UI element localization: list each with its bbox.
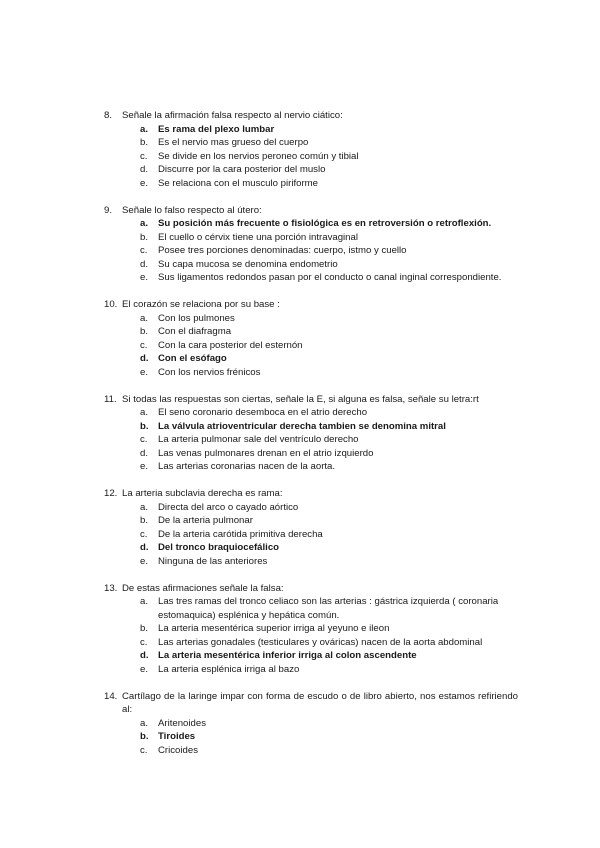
answer-option bbox=[140, 555, 518, 569]
option-letter: a. bbox=[140, 501, 149, 513]
question-header bbox=[104, 204, 518, 218]
option-letter: b. bbox=[140, 137, 149, 148]
option-text: El seno coronario desemboca en el atrio derecho bbox=[158, 407, 368, 418]
question-block bbox=[104, 582, 518, 677]
option-letter: a. bbox=[140, 407, 149, 418]
answer-option bbox=[140, 717, 518, 731]
answer-option bbox=[140, 514, 518, 528]
question-header bbox=[104, 109, 518, 123]
answer-option bbox=[140, 649, 518, 663]
option-letter: e. bbox=[140, 555, 149, 567]
option-letter: d. bbox=[140, 164, 149, 175]
option-text: Con el diafragma bbox=[158, 326, 232, 337]
option-text: Aritenoides bbox=[158, 717, 206, 729]
option-letter: c. bbox=[140, 744, 148, 756]
option-text: La arteria esplénica irriga al bazo bbox=[158, 663, 300, 675]
option-letter: d. bbox=[140, 542, 149, 553]
answer-option bbox=[140, 163, 518, 177]
option-text: Las arterias gonadales (testiculares y ováricas) nacen de la aorta abdominal bbox=[158, 636, 483, 648]
option-text: Ninguna de las anteriores bbox=[158, 555, 268, 567]
option-letter: e. bbox=[140, 177, 149, 189]
question-text: El corazón se relaciona por su base : bbox=[122, 299, 280, 310]
option-text: La arteria mesentérica superior irriga al yeyuno e ileon bbox=[158, 623, 390, 634]
question-header bbox=[104, 690, 518, 717]
option-text: La arteria pulmonar sale del ventrículo derecho bbox=[158, 434, 359, 445]
option-letter: c. bbox=[140, 528, 148, 540]
option-text: Tiroides bbox=[158, 731, 196, 742]
option-text: De la arteria carótida primitiva derecha bbox=[158, 528, 323, 540]
option-text: Con los nervios frénicos bbox=[158, 366, 261, 378]
answer-option bbox=[140, 744, 518, 758]
answer-options bbox=[104, 123, 518, 191]
answer-option bbox=[140, 433, 518, 447]
option-letter: b. bbox=[140, 420, 149, 432]
question-text: Cartílago de la laringe impar con forma de escudo o de libro abierto, nos estamos refiriendo al: bbox=[122, 690, 518, 715]
option-text: Sus ligamentos redondos pasan por el conducto o canal inginal correspondiente. bbox=[158, 272, 502, 283]
question-number: 13. bbox=[104, 582, 118, 594]
answer-options bbox=[104, 595, 518, 676]
answer-option bbox=[140, 231, 518, 245]
question-block bbox=[104, 109, 518, 190]
answer-option bbox=[140, 244, 518, 258]
question-number: 10. bbox=[104, 299, 118, 310]
option-text: Se relaciona con el musculo piriforme bbox=[158, 177, 318, 189]
answer-option bbox=[140, 663, 518, 677]
answer-options bbox=[104, 717, 518, 758]
question-number: 12. bbox=[104, 488, 118, 499]
question-number: 14. bbox=[104, 690, 118, 702]
option-text: Es el nervio mas grueso del cuerpo bbox=[158, 137, 309, 148]
option-letter: c. bbox=[140, 245, 148, 256]
answer-option bbox=[140, 528, 518, 542]
question-number: 9. bbox=[104, 204, 113, 216]
option-letter: b. bbox=[140, 623, 149, 634]
answer-option bbox=[140, 501, 518, 515]
answer-options bbox=[104, 406, 518, 474]
option-letter: e. bbox=[140, 366, 149, 378]
answer-options bbox=[104, 217, 518, 285]
option-text: Del tronco braquiocefálico bbox=[158, 542, 280, 553]
question-text: De estas afirmaciones señale la falsa: bbox=[122, 582, 284, 594]
option-letter: a. bbox=[140, 312, 149, 324]
answer-option bbox=[140, 460, 518, 474]
answer-option bbox=[140, 406, 518, 420]
answer-option bbox=[140, 366, 518, 380]
option-text: Discurre por la cara posterior del muslo bbox=[158, 164, 326, 175]
option-text: Directa del arco o cayado aórtico bbox=[158, 501, 299, 513]
question-block bbox=[104, 487, 518, 568]
question-block bbox=[104, 298, 518, 379]
option-letter: d. bbox=[140, 447, 149, 459]
question-header bbox=[104, 582, 518, 596]
option-letter: e. bbox=[140, 461, 149, 472]
option-text: El cuello o cérvix tiene una porción intravaginal bbox=[158, 231, 358, 243]
answer-option bbox=[140, 622, 518, 636]
answer-option bbox=[140, 636, 518, 650]
option-text: De la arteria pulmonar bbox=[158, 515, 253, 526]
answer-option bbox=[140, 217, 518, 231]
answer-option bbox=[140, 541, 518, 555]
quiz-content bbox=[104, 109, 518, 771]
answer-option bbox=[140, 271, 518, 285]
question-text: Señale la afirmación falsa respecto al nervio ciático: bbox=[122, 110, 343, 121]
option-text: La válvula atrioventricular derecha tambien se denomina mitral bbox=[158, 420, 446, 432]
option-letter: a. bbox=[140, 123, 149, 135]
question-text: La arteria subclavia derecha es rama: bbox=[122, 488, 283, 499]
option-text: Posee tres porciones denominadas: cuerpo, istmo y cuello bbox=[158, 245, 407, 256]
answer-option bbox=[140, 136, 518, 150]
answer-option bbox=[140, 150, 518, 164]
answer-option bbox=[140, 420, 518, 434]
question-text: Señale lo falso respecto al útero: bbox=[122, 204, 262, 216]
question-number: 11. bbox=[104, 393, 117, 405]
answer-options bbox=[104, 501, 518, 569]
option-letter: d. bbox=[140, 650, 149, 661]
question-header bbox=[104, 393, 518, 407]
answer-option bbox=[140, 177, 518, 191]
answer-option bbox=[140, 730, 518, 744]
question-header bbox=[104, 298, 518, 312]
option-text: Su posición más frecuente o fisiológica es en retroversión o retroflexión. bbox=[158, 218, 492, 229]
option-letter: d. bbox=[140, 258, 149, 270]
option-text: Las tres ramas del tronco celiaco son las arterias : gástrica izquierda ( coronaria estomaquica) esplénica y hepática común. bbox=[158, 596, 499, 621]
option-letter: a. bbox=[140, 717, 149, 729]
option-letter: b. bbox=[140, 326, 149, 337]
answer-option bbox=[140, 339, 518, 353]
option-letter: b. bbox=[140, 515, 149, 526]
question-block bbox=[104, 204, 518, 285]
question-block bbox=[104, 393, 518, 474]
option-letter: e. bbox=[140, 663, 149, 675]
option-text: Con el esófago bbox=[158, 353, 227, 364]
option-letter: a. bbox=[140, 218, 149, 229]
option-text: Las venas pulmonares drenan en el atrio izquierdo bbox=[158, 447, 374, 459]
option-text: Con los pulmones bbox=[158, 312, 235, 324]
option-text: Es rama del plexo lumbar bbox=[158, 123, 275, 135]
option-letter: b. bbox=[140, 731, 149, 742]
answer-option bbox=[140, 312, 518, 326]
option-letter: c. bbox=[140, 150, 148, 162]
answer-option bbox=[140, 352, 518, 366]
option-text: La arteria mesentérica inferior irriga al colon ascendente bbox=[158, 650, 417, 661]
option-letter: c. bbox=[140, 434, 148, 445]
option-text: Cricoides bbox=[158, 744, 198, 756]
option-letter: e. bbox=[140, 272, 149, 283]
answer-option bbox=[140, 258, 518, 272]
option-text: Con la cara posterior del esternón bbox=[158, 339, 303, 351]
option-letter: b. bbox=[140, 231, 149, 243]
option-letter: a. bbox=[140, 596, 149, 607]
answer-option bbox=[140, 447, 518, 461]
answer-options bbox=[104, 312, 518, 380]
option-letter: c. bbox=[140, 636, 148, 648]
answer-option bbox=[140, 325, 518, 339]
answer-option bbox=[140, 595, 518, 622]
option-letter: c. bbox=[140, 339, 148, 351]
answer-option bbox=[140, 123, 518, 137]
question-block bbox=[104, 690, 518, 758]
option-text: Las arterias coronarias nacen de la aorta. bbox=[158, 461, 336, 472]
option-text: Se divide en los nervios peroneo común y tibial bbox=[158, 150, 359, 162]
option-letter: d. bbox=[140, 353, 149, 364]
question-text: Si todas las respuestas son ciertas, señale la E, si alguna es falsa, señale su letra:rt bbox=[122, 393, 479, 405]
option-text: Su capa mucosa se denomina endometrio bbox=[158, 258, 338, 270]
question-number: 8. bbox=[104, 110, 113, 121]
question-header bbox=[104, 487, 518, 501]
